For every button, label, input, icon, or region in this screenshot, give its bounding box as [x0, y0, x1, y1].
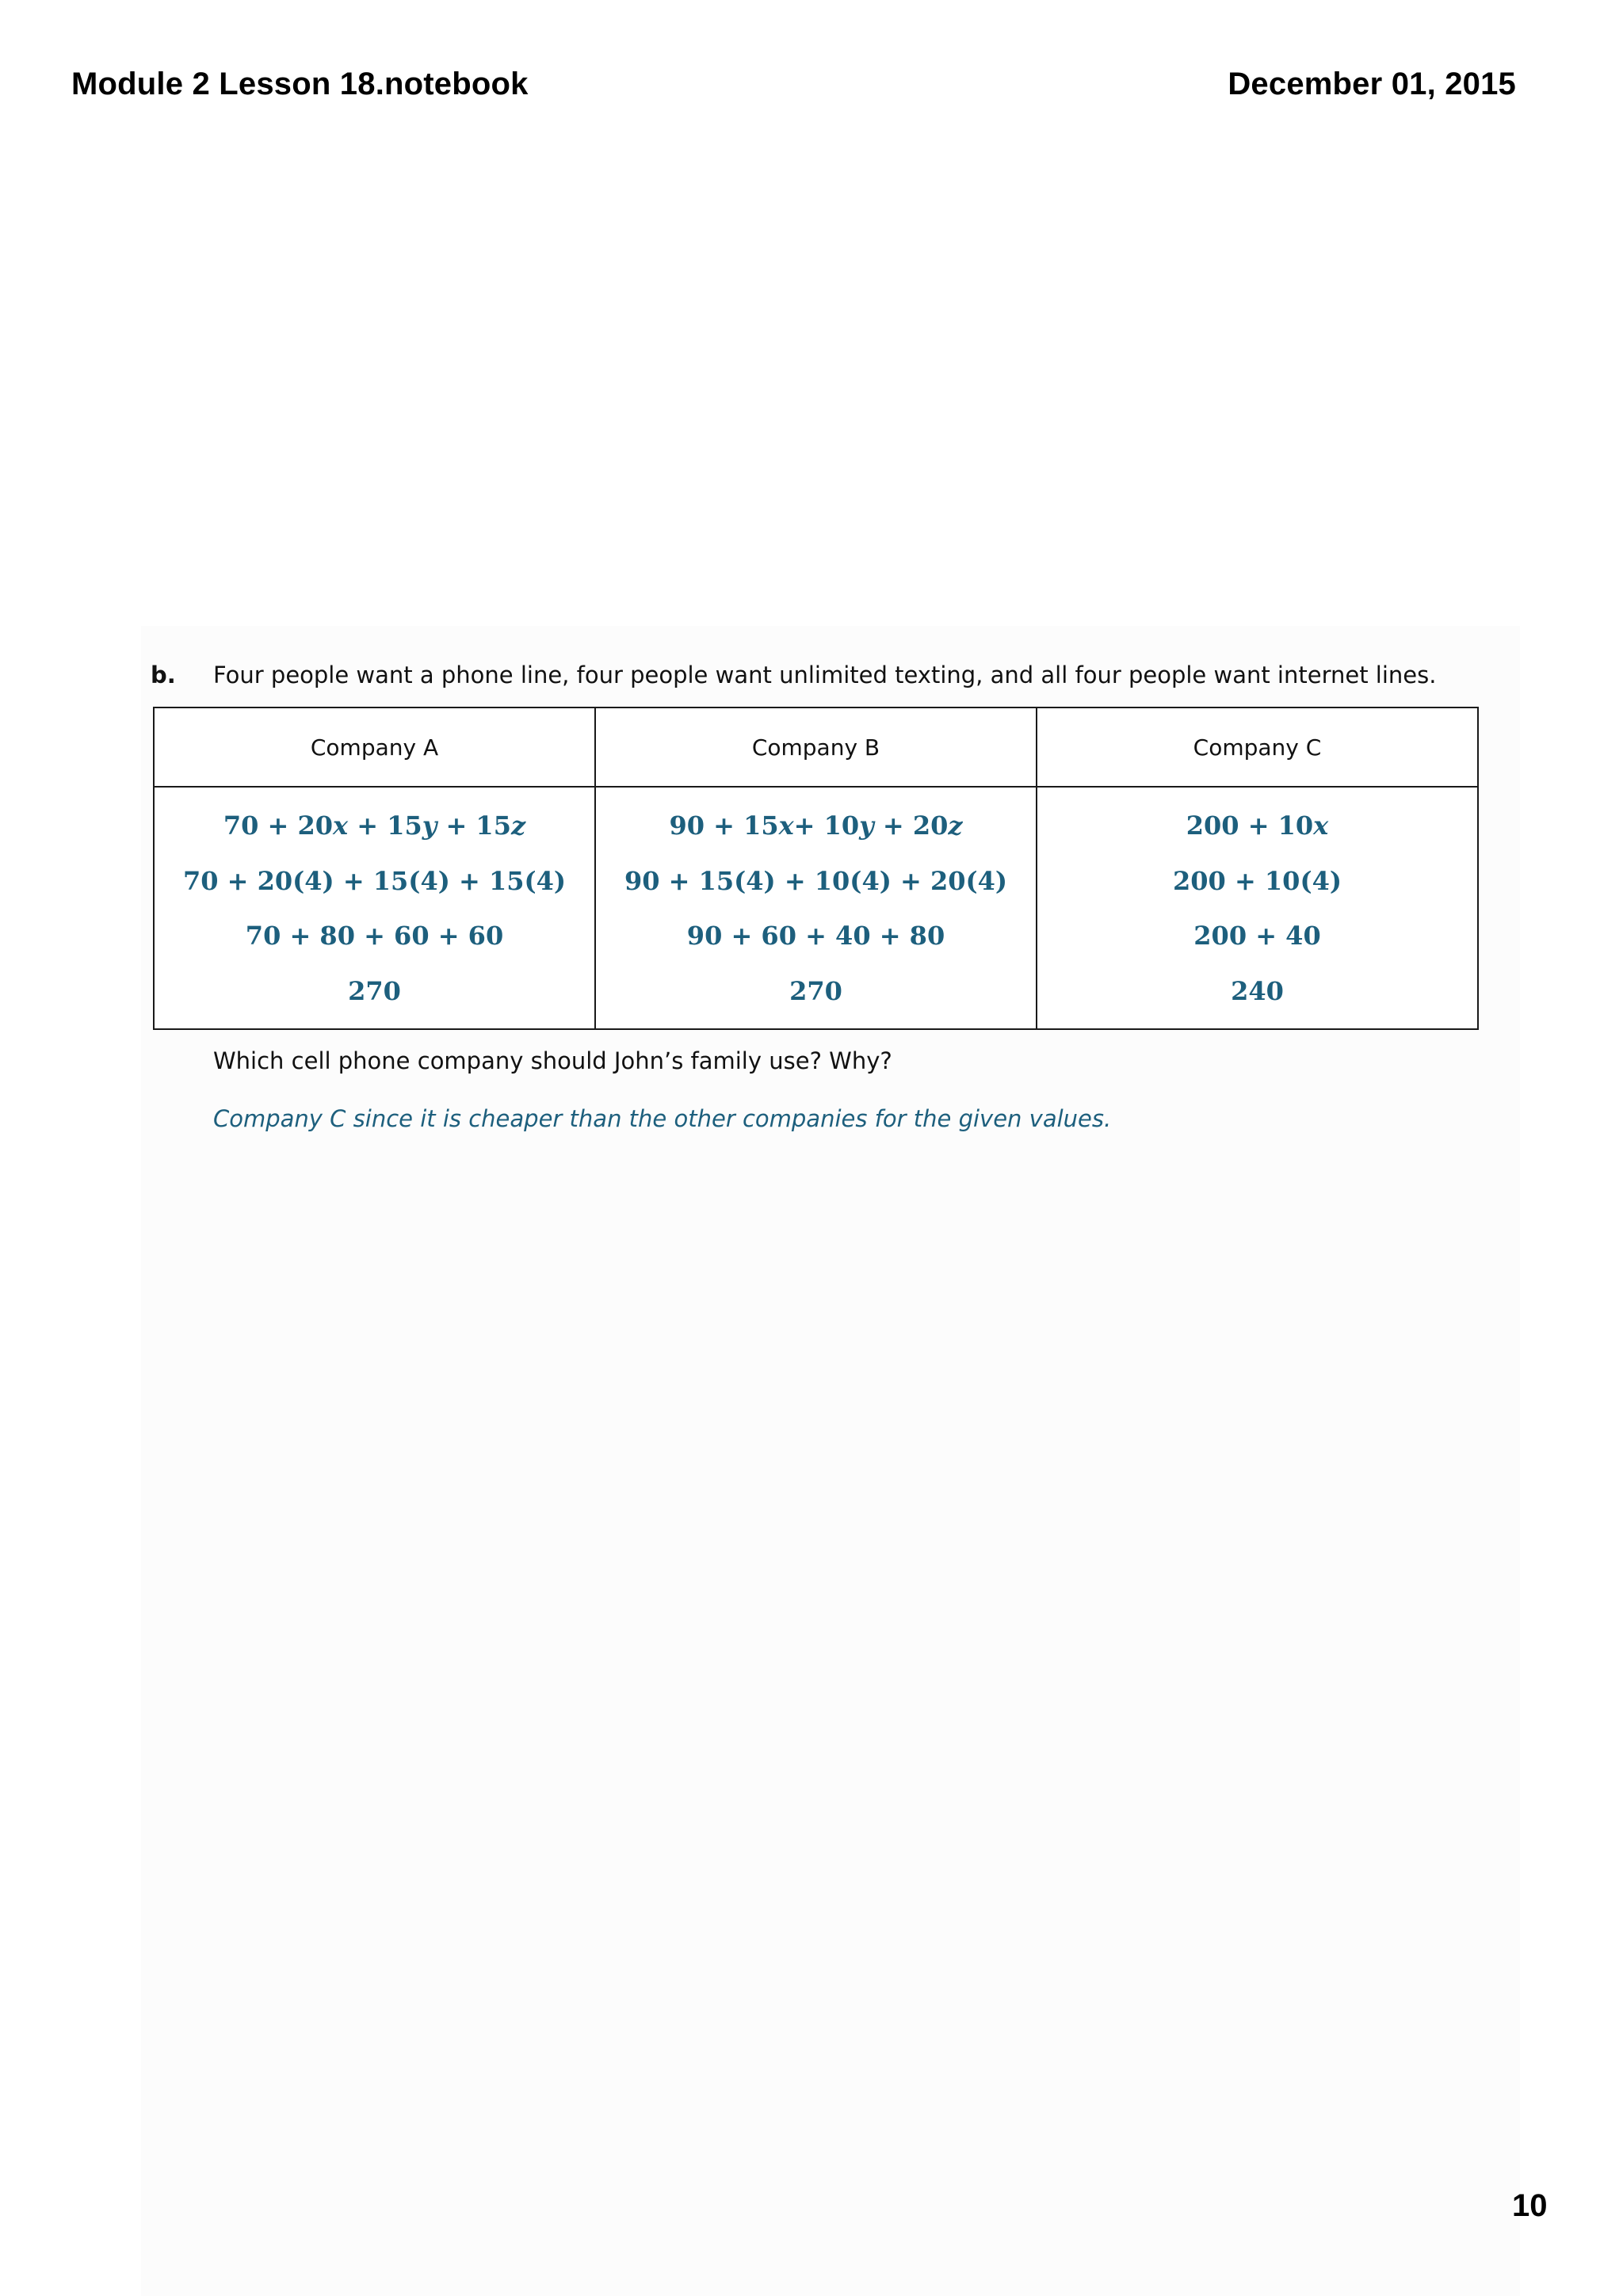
calc-simplified: 90 + 60 + 40 + 80	[686, 921, 945, 951]
problem-letter: b.	[151, 662, 176, 688]
page-number: 10	[1512, 2188, 1548, 2223]
problem-statement	[151, 662, 1498, 688]
calc-expression: 90 + 15x+ 10y + 20z	[669, 810, 963, 841]
column-header-company-b: Company B	[595, 707, 1037, 787]
calc-substitution: 90 + 15(4) + 10(4) + 20(4)	[624, 865, 1008, 896]
column-header-company-c: Company C	[1037, 707, 1478, 787]
table-header-row	[154, 707, 1478, 787]
company-a-work	[154, 787, 595, 1029]
calc-total: 240	[1231, 975, 1284, 1006]
problem-text: Four people want a phone line, four people want unlimited texting, and all four people want internet lines.	[213, 662, 1437, 688]
calc-simplified: 70 + 80 + 60 + 60	[245, 921, 504, 951]
calc-expression: 200 + 10x	[1186, 810, 1329, 841]
calc-substitution: 200 + 10(4)	[1173, 865, 1342, 896]
notebook-title: Module 2 Lesson 18.notebook	[71, 66, 529, 101]
calc-expression: 70 + 20x + 15y + 15z	[223, 810, 526, 841]
calc-simplified: 200 + 40	[1193, 921, 1321, 951]
company-b-work	[595, 787, 1037, 1029]
page-date: December 01, 2015	[1228, 66, 1516, 101]
company-c-work	[1037, 787, 1478, 1029]
calc-substitution: 70 + 20(4) + 15(4) + 15(4)	[182, 865, 567, 896]
company-comparison-table	[153, 707, 1479, 1030]
page-header	[71, 62, 1516, 106]
column-header-company-a: Company A	[154, 707, 595, 787]
question-text: Which cell phone company should John’s family use? Why?	[213, 1047, 892, 1074]
table-row	[154, 787, 1478, 1029]
calc-total: 270	[789, 975, 842, 1006]
calc-total: 270	[348, 975, 401, 1006]
answer-text: Company C since it is cheaper than the other companies for the given values.	[213, 1105, 1112, 1132]
